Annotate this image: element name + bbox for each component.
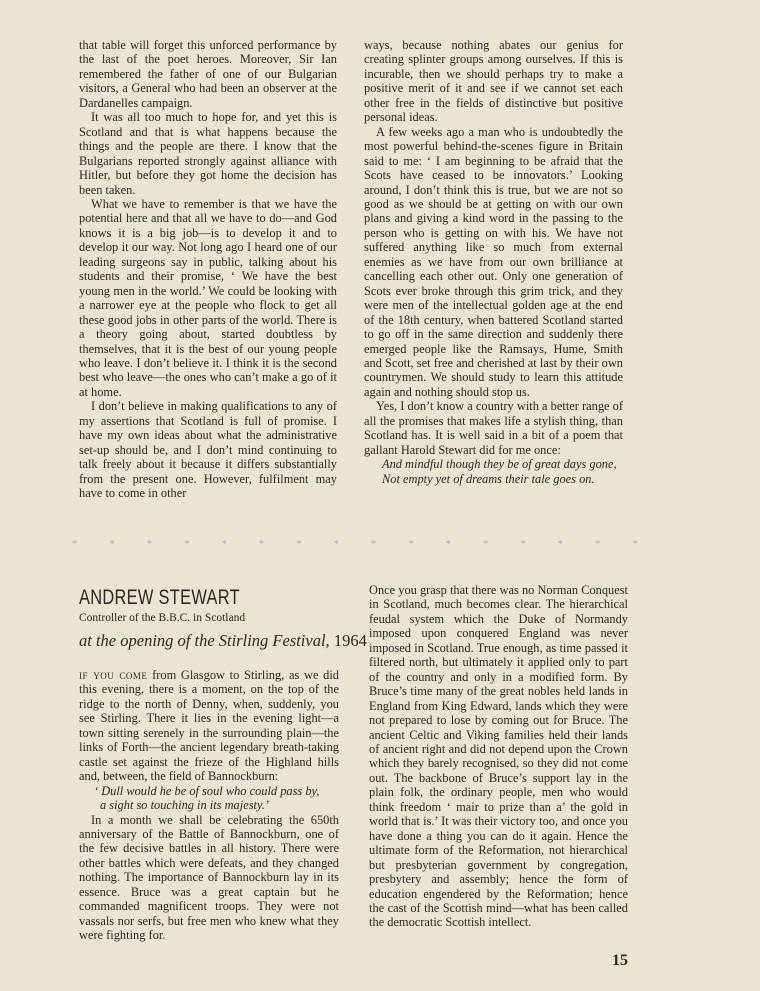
separator-star: * <box>258 538 265 550</box>
separator-star: * <box>482 538 489 550</box>
poem-quote <box>364 457 623 486</box>
separator-star: * <box>333 538 340 550</box>
column-bottom-left <box>79 668 339 943</box>
separator-star: * <box>632 538 638 550</box>
column-top-right <box>364 38 623 486</box>
poem-line: Not empty yet of dreams their tale goes on. <box>382 471 595 486</box>
separator-star: * <box>408 538 414 550</box>
paragraph: ways, because nothing abates our genius for creating splinter groups among ourselves. If this is incurable, then we should perhaps try to make a positive merit of it and see if we cannot set each other free in the fields of distinctive but positive personal ideas. <box>364 38 623 125</box>
occasion-year: 1964 <box>333 631 367 650</box>
poem-line: a sight so touching in its majesty.’ <box>100 798 269 813</box>
paragraph: What we have to remember is that we have the potential here and that all we have to do—and God knows it is a big job—is to develop it and to develop it our way. Not long ago I heard one of our leading surgeons say in public, talking about his students and their promise, ‘ We have the best young men in the world.’ We could be looking with a narrower eye at the people who flock to get all these good jobs in other parts of the world. There is a theory going about, started doubtless by themselves, that it is the best of our young people who leave. I don’t believe it. I think it is the second best who leave—the ones who can’t make a go of it at home. <box>79 196 337 399</box>
page-number: 15 <box>612 952 628 969</box>
separator-star: * <box>146 538 153 550</box>
paragraph: It was all too much to hope for, and yet this is Scotland and that is what happens because the things and the people are there. I know that the Bulgarians reported strongly against alliance with Hitler, but before they got home the decision has been taken. <box>79 110 337 197</box>
lead-in: if you come <box>79 668 148 682</box>
speech-occasion <box>79 631 367 651</box>
speaker-role: Controller of the B.B.C. in Scotland <box>79 612 246 624</box>
speaker-name: ANDREW STEWART <box>79 586 240 609</box>
separator-star: * <box>445 538 452 550</box>
paragraph: Once you grasp that there was no Norman Conquest in Scotland, much becomes clear. The hierarchical feudal system which the Duke of Normandy imposed upon conquered England was never imposed in Scotland. True enough, as time passed it filtered north, but ultimately it applied only to part of the country and only in a modified form. By Bruce’s time many of the great nobles held lands in England from King Edward, lands which they were not prepared to lose by coming out for Bruce. The ancient Celtic and Viking families held their lands of ancient right and did not depend upon the Crown which they barely recognised, so they did not come out. The backbone of Bruce’s support lay in the plain folk, the ordinary people, men who would think freedom ‘ mair to prize than a’ the gold in world that is.’ It was their victory too, and once you have done a thing you can do it again. Hence the ultimate form of the Reformation, not hierarchical but presbyterian government by congregation, presbytery and assembly; hence the form of education engendered by the Reformation; hence the cast of the Scottish mind—what has been called the democratic Scottish intellect. <box>369 583 628 930</box>
separator-star: * <box>595 538 601 550</box>
separator-star: * <box>370 538 377 550</box>
separator-star: * <box>109 538 115 550</box>
paragraph <box>79 668 339 784</box>
separator-star: * <box>72 538 78 550</box>
star-separator <box>72 538 638 550</box>
paragraph: Yes, I don’t know a country with a better range of all the promises that makes life a stylish thing, than Scotland has. It is well said in a bit of a poem that gallant Harold Stewart did for me once: <box>364 399 623 457</box>
poem-quote <box>79 784 339 813</box>
separator-star: * <box>520 538 526 550</box>
separator-star: * <box>557 538 564 550</box>
paragraph: I don’t believe in making qualifications to any of my assertions that Scotland is full of promise. I have my own ideas about what the administrative set-up should be, and I don’t mind continuing to talk freely about it because it differs substantially from the present one. However, fulfilment may have to come in other <box>79 399 337 501</box>
poem-line: And mindful though they be of great days gone, <box>382 457 617 472</box>
paragraph-text: from Glasgow to Stirling, as we did this evening, there is a moment, on the top of the ridge to the north of Denny, when, suddenly, you see Stirling. There it lies in the evening light—a town sitting serenely in the surrounding plain—the links of Forth—the ancient legendary breath-taking castle set against the frieze of the Highland hills and, between, the field of Bannockburn: <box>79 668 339 784</box>
paragraph: A few weeks ago a man who is undoubtedly the most powerful behind-the-scenes figure in Britain said to me: ‘ I am beginning to be afraid that the Scots have ceased to be innovators.’ Looking around, I don’t think this is true, but we are not so good as we should be at getting on with our own plans and giving a kind word in the passing to the person who is getting on with his. We have not suffered anything like so much from external enemies as we have from our own brilliance at cancelling each other out. Only one generation of Scots ever broke through this grim trick, and they were men of the intellectual golden age at the end of the 18th century, when battered Scotland started to go off in the same direction and suddenly there emerged people like the Ramsays, Hume, Smith and Scott, set free and cherished at last by their own countrymen. We should study to learn this attitude again and nothing should stop us. <box>364 124 623 399</box>
column-top-left <box>79 38 337 501</box>
separator-star: * <box>221 538 227 550</box>
occasion-text: at the opening of the Stirling Festival, <box>79 631 330 650</box>
paragraph: that table will forget this unforced performance by the last of the poet heroes. Moreover, Sir Ian remembered the father of one of our Bulgarian visitors, a General who had been an observer at the Dardanelles campaign. <box>79 38 337 110</box>
poem-line: ‘ Dull would he be of soul who could pass by, <box>94 783 320 798</box>
separator-star: * <box>296 538 302 550</box>
column-bottom-right <box>369 583 628 930</box>
separator-star: * <box>184 538 190 550</box>
paragraph: In a month we shall be celebrating the 650th anniversary of the Battle of Bannockburn, one of the few decisive battles in all history. There were other battles which were defeats, and they changed nothing. The importance of Bannockburn lay in its essence. Bruce was a great captain but he commanded magnificent troops. They were not vassals nor serfs, but free men who knew what they were fighting for. <box>79 812 339 943</box>
